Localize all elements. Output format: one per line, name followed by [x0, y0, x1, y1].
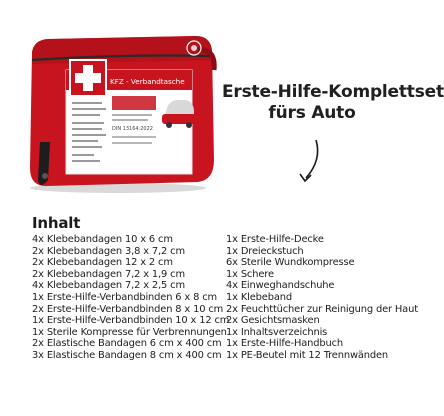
list-item: 1x Dreieckstuch [226, 245, 304, 257]
list-item: 4x Klebebandagen 7,2 x 2,5 cm [32, 280, 185, 292]
list-item: 1x Klebeband [226, 291, 292, 303]
pouch-title: KFZ - Verbandtasche [110, 77, 185, 86]
headline [222, 82, 444, 124]
contents-left-list [32, 234, 229, 362]
list-item: 1x Erste-Hilfe-Handbuch [226, 338, 344, 350]
list-item: 2x Klebebandagen 12 x 2 cm [32, 257, 173, 269]
contents-title: Inhalt [32, 214, 81, 232]
list-item: 4x Einweghandschuhe [226, 280, 335, 292]
list-item: 1x Erste-Hilfe-Verbandbinden 6 x 8 cm [32, 291, 217, 303]
headline-line-2: fürs Auto [268, 103, 356, 123]
list-item: 1x Inhaltsverzeichnis [226, 326, 328, 338]
din-stamp: DIN 13164:2022 [112, 126, 153, 132]
list-item: 2x Klebebandagen 3,8 x 7,2 cm [32, 245, 185, 257]
curved-arrow-icon [290, 138, 330, 188]
list-item: 1x Sterile Kompresse für Verbrennungen [32, 326, 227, 338]
first-aid-pouch-icon [18, 30, 218, 195]
list-item: 2x Erste-Hilfe-Verbandbinden 8 x 10 cm [32, 303, 224, 315]
list-item: 1x PE-Beutel mit 12 Trennwänden [226, 349, 389, 361]
list-item: 1x Erste-Hilfe-Verbandbinden 10 x 12 cm [32, 315, 230, 327]
contents-right-list [226, 234, 418, 362]
product-image [18, 30, 218, 195]
list-item: 2x Gesichtsmasken [226, 315, 320, 327]
list-item: 3x Elastische Bandagen 8 cm x 400 cm [32, 349, 222, 361]
list-item: 1x Schere [226, 268, 274, 280]
list-item: 2x Feuchttücher zur Reinigung der Haut [226, 303, 418, 315]
list-item: 6x Sterile Wundkompresse [226, 257, 355, 269]
list-item: 2x Klebebandagen 7,2 x 1,9 cm [32, 268, 185, 280]
list-item: 4x Klebebandagen 10 x 6 cm [32, 234, 173, 245]
list-item: 1x Erste-Hilfe-Decke [226, 234, 324, 245]
headline-line-1: Erste-Hilfe-Komplettset [222, 82, 444, 102]
list-item: 2x Elastische Bandagen 6 cm x 400 cm [32, 338, 222, 350]
